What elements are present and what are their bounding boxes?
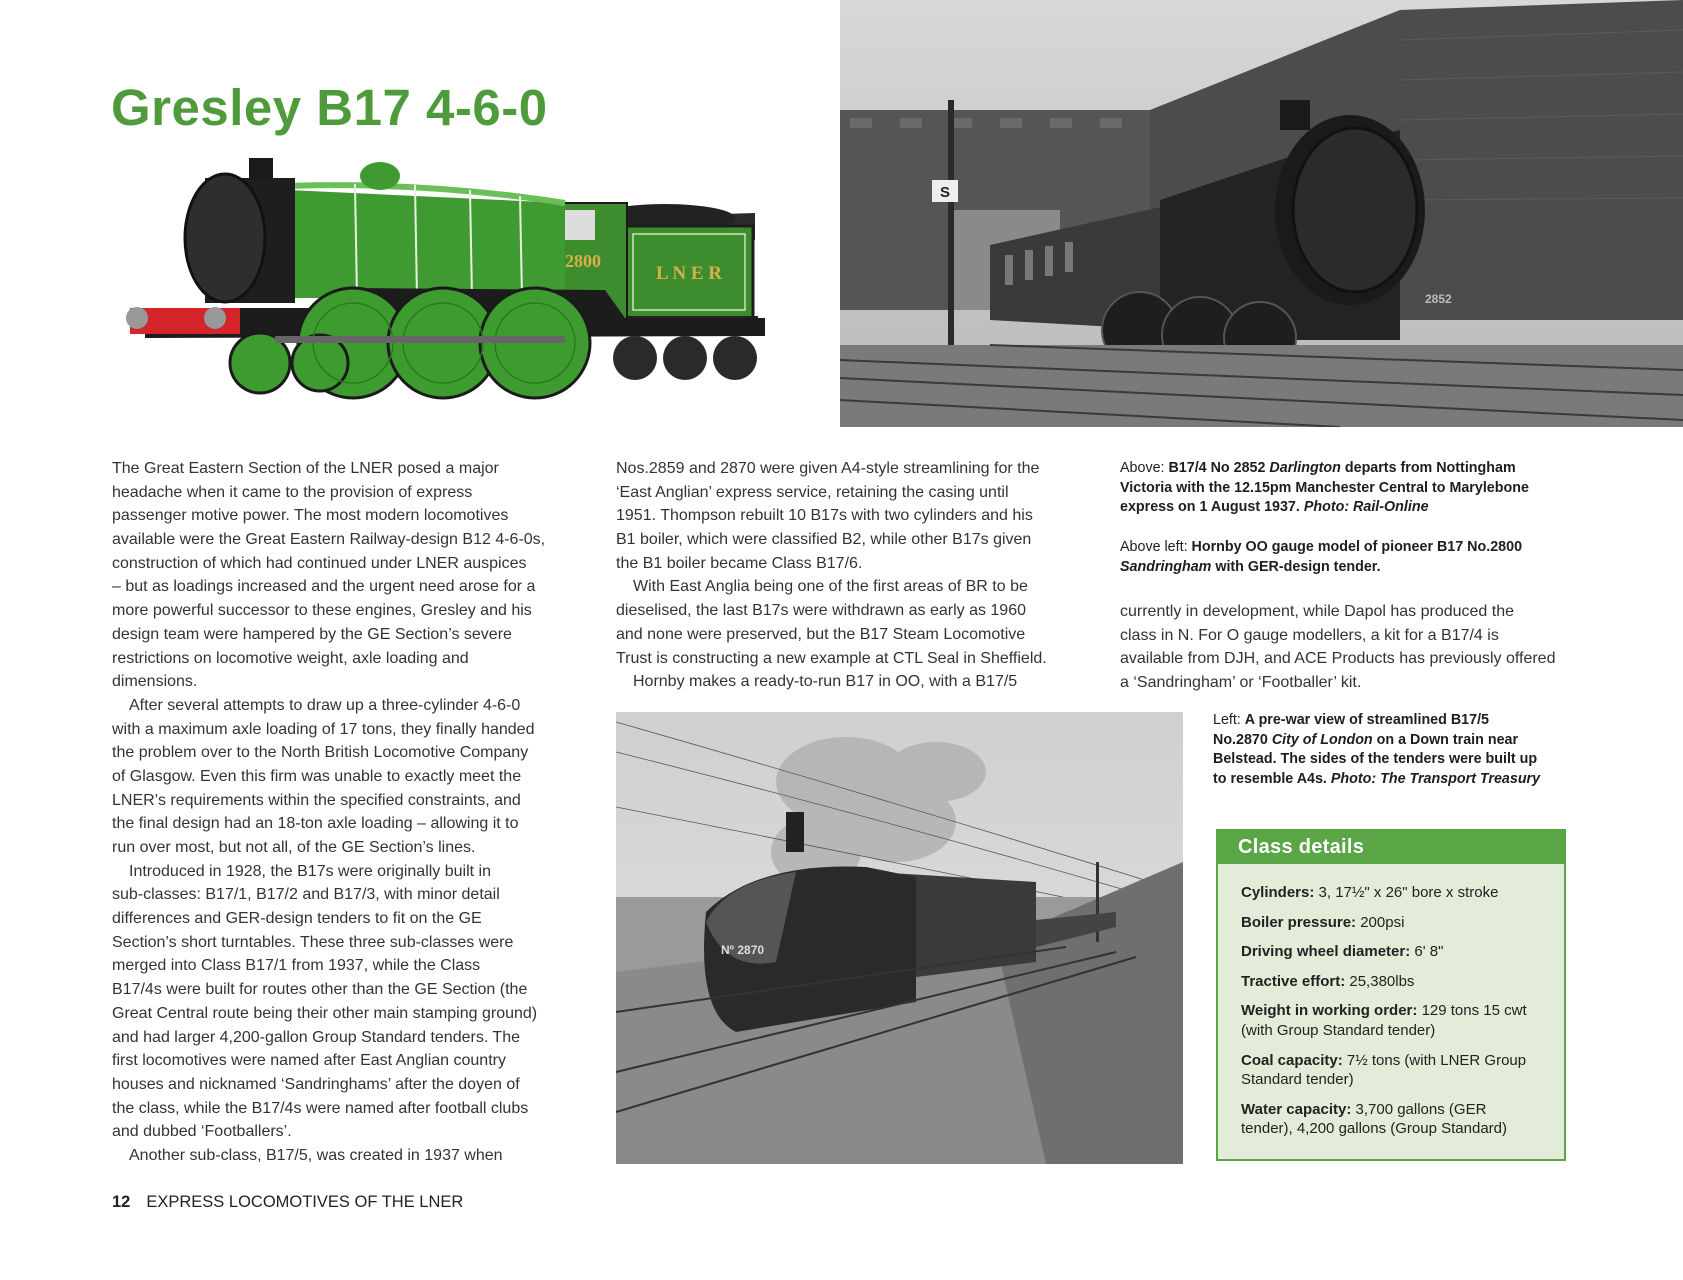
caption-left [1213, 711, 1540, 789]
text-line: ‘East Anglian’ express service, retaining the casing until [616, 483, 1009, 501]
page-footer [112, 1193, 463, 1212]
detail-value: Standard tender) [1241, 1071, 1354, 1089]
class-detail-item [1241, 972, 1527, 992]
detail-value: 25,380lbs [1349, 972, 1415, 990]
text-line: – but as loadings increased and the urgent need arose for a [112, 578, 536, 596]
text-line: Nos.2859 and 2870 were given A4-style streamlining for the [616, 460, 1040, 477]
class-detail-item [1241, 1001, 1527, 1040]
text-line: with a maximum axle loading of 17 tons, they finally handed [112, 720, 535, 738]
caption-line [1120, 498, 1529, 518]
class-details-box [1216, 829, 1566, 1161]
text-line: class in N. For O gauge modellers, a kit for a B17/4 is [1120, 626, 1499, 644]
b17-city-of-london-photo [616, 712, 1183, 1164]
caption-line [1213, 750, 1540, 770]
text-line: the B1 boiler became Class B17/6. [616, 554, 863, 572]
class-detail-item [1241, 942, 1527, 962]
cab-number: 2800 [565, 251, 601, 271]
page-title: Gresley B17 4-6-0 [111, 79, 548, 136]
text-line: merged into Class B17/1 from 1937, while the Class [112, 957, 481, 975]
class-details-list [1241, 883, 1527, 1149]
page-number: 12 [112, 1193, 131, 1211]
loco-number: Nº 2870 [721, 943, 765, 957]
publication-title: EXPRESS LOCOMOTIVES OF THE LNER [146, 1193, 464, 1211]
detail-value: 7½ tons (with LNER Group [1346, 1051, 1527, 1069]
caption-segment: Darlington [1269, 460, 1341, 476]
caption-segment: Photo: Rail-Online [1303, 499, 1429, 516]
caption-segment: Left: [1213, 712, 1245, 728]
text-line: dieselised, the last B17s were withdrawn as early as 1960 [616, 602, 1026, 620]
detail-label: Boiler pressure: [1241, 913, 1361, 931]
text-line: B17/4s were built for routes other than the GE Section (the [112, 981, 528, 999]
caption-line [1213, 770, 1540, 790]
text-line: The Great Eastern Section of the LNER posed a major [112, 460, 499, 477]
caption-segment: with GER-design tender. [1211, 558, 1381, 575]
detail-label: Weight in working order: [1241, 1002, 1422, 1020]
detail-value: tender), 4,200 gallons (Group Standard) [1241, 1120, 1507, 1138]
model-locomotive-photo [125, 158, 820, 428]
detail-value: 3, 17½" x 26" bore x stroke [1318, 884, 1499, 901]
body-column-2 [616, 457, 1047, 694]
detail-label: Water capacity: [1241, 1100, 1356, 1118]
caption-segment: Victoria with the 12.15pm Manchester Central to Marylebone [1120, 479, 1529, 496]
loco-number: 2852 [1425, 292, 1452, 306]
detail-label: Cylinders: [1241, 884, 1319, 901]
text-line: After several attempts to draw up a three-cylinder 4-6-0 [129, 696, 521, 714]
class-detail-item [1241, 913, 1527, 933]
text-line: Hornby makes a ready-to-run B17 in OO, with a B17/5 [633, 673, 1018, 691]
caption-line [1120, 558, 1522, 578]
caption-segment: City of London [1271, 731, 1373, 748]
caption-line [1120, 459, 1529, 479]
caption-above [1120, 459, 1529, 518]
body-column-3 [1120, 600, 1555, 695]
text-line: Section’s short turntables. These three sub-classes were [112, 933, 514, 951]
text-line: 1951. Thompson rebuilt 10 B17s with two cylinders and his [616, 507, 1033, 525]
class-details-heading: Class details [1218, 831, 1564, 864]
text-line: Trust is constructing a new example at CTL Seal in Sheffield. [616, 649, 1047, 667]
caption-segment: departs from Nottingham [1340, 460, 1516, 476]
text-line: headache when it came to the provision of express [112, 483, 473, 501]
caption-line [1120, 538, 1522, 558]
caption-segment: Belstead. The sides of the tenders were built up [1213, 751, 1538, 768]
caption-segment: on a Down train near [1372, 731, 1519, 748]
detail-label: Tractive effort: [1241, 972, 1350, 990]
caption-segment: Above left: [1120, 539, 1192, 555]
text-line: the final design had an 18-ton axle loading – allowing it to [112, 815, 519, 833]
text-line: and had larger 4,200-gallon Group Standard tenders. The [112, 1028, 520, 1046]
text-line: houses and nicknamed ‘Sandringhams’ after the doyen of [112, 1075, 520, 1093]
caption-segment: Photo: The Transport Treasury [1330, 770, 1541, 787]
text-line: construction of which had continued under LNER auspices [112, 554, 527, 572]
text-line: of Glasgow. Even this firm was unable to exactly meet the [112, 767, 522, 785]
class-detail-item [1241, 1100, 1527, 1139]
text-line: design team were hampered by the GE Section’s severe [112, 625, 512, 643]
b17-darlington-photo [840, 0, 1683, 427]
detail-label: Coal capacity: [1241, 1051, 1347, 1069]
text-line: sub-classes: B17/1, B17/2 and B17/3, with minor detail [112, 886, 500, 904]
class-detail-item [1241, 883, 1527, 903]
body-column-1 [112, 457, 545, 1168]
caption-segment: Above: [1120, 460, 1169, 476]
text-line: first locomotives were named after East Anglian country [112, 1052, 506, 1070]
text-line: the problem over to the North British Locomotive Company [112, 744, 529, 762]
text-line: more powerful successor to these engines, Gresley and his [112, 602, 532, 620]
caption-line [1213, 711, 1540, 731]
text-line: a ‘Sandringham’ or ‘Footballer’ kit. [1120, 674, 1362, 692]
text-line: currently in development, while Dapol has produced the [1120, 603, 1515, 620]
caption-segment: Sandringham [1120, 558, 1212, 575]
text-line: passenger motive power. The most modern locomotives [112, 507, 509, 525]
text-line: available from DJH, and ACE Products has previously offered [1120, 650, 1556, 668]
text-line: available were the Great Eastern Railway-design B12 4-6-0s, [112, 531, 546, 549]
text-line: the class, while the B17/4s were named after football clubs [112, 1099, 529, 1117]
detail-label: Driving wheel diameter: [1241, 943, 1415, 961]
text-line: and dubbed ‘Footballers’. [112, 1123, 292, 1141]
detail-value: 129 tons 15 cwt [1421, 1002, 1527, 1020]
text-line: Great Central route being their other main stamping ground) [112, 1004, 538, 1022]
text-line: With East Anglia being one of the first areas of BR to be [633, 578, 1028, 596]
caption-segment: A pre-war view of streamlined B17/5 [1244, 712, 1489, 728]
text-line: dimensions. [112, 673, 198, 691]
caption-segment: express on 1 August 1937. [1120, 499, 1304, 516]
caption-segment: to resemble A4s. [1213, 770, 1331, 787]
detail-value: 3,700 gallons (GER [1355, 1100, 1487, 1118]
caption-segment: Hornby OO gauge model of pioneer B17 No.2800 [1191, 539, 1523, 555]
text-line: restrictions on locomotive weight, axle loading and [112, 649, 469, 667]
text-line: B1 boiler, which were classified B2, while other B17s given [616, 531, 1032, 549]
text-line: LNER’s requirements within the specified constraints, and [112, 791, 521, 809]
text-line: Introduced in 1928, the B17s were originally built in [129, 862, 491, 880]
text-line: run over most, but not all, of the GE Section’s lines. [112, 839, 476, 856]
caption-segment: B17/4 No 2852 [1168, 460, 1270, 476]
caption-above-left [1120, 538, 1522, 577]
caption-line [1213, 731, 1540, 751]
text-line: Another sub-class, B17/5, was created in 1937 when [129, 1146, 503, 1164]
caption-line [1120, 479, 1529, 499]
text-line: differences and GER-design tenders to fit on the GE [112, 910, 482, 928]
caption-segment: No.2870 [1213, 731, 1272, 748]
detail-value: 6' 8" [1414, 943, 1444, 961]
tender-lettering: L N E R [656, 263, 722, 284]
class-detail-item [1241, 1051, 1527, 1090]
text-line: and none were preserved, but the B17 Steam Locomotive [616, 625, 1026, 643]
detail-value: (with Group Standard tender) [1241, 1021, 1436, 1039]
signal-letter: S [939, 184, 951, 201]
detail-value: 200psi [1360, 913, 1405, 931]
